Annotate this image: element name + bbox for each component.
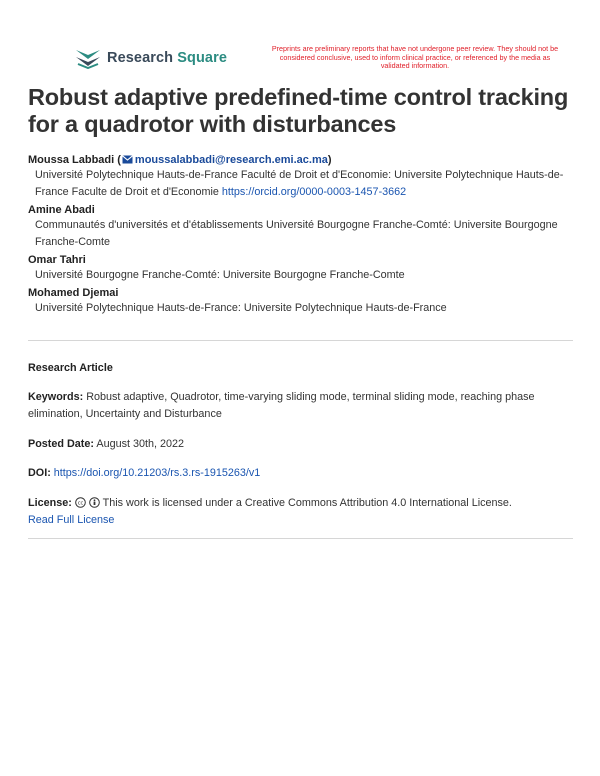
logo-word-square: Square — [177, 50, 227, 66]
author-name: Moussa Labbadi ( moussalabbadi@research.emi.ac.ma) — [28, 154, 332, 166]
divider — [28, 538, 573, 539]
read-full-license-link[interactable]: Read Full License — [28, 514, 115, 526]
research-square-logo[interactable] — [75, 47, 227, 69]
divider — [28, 340, 573, 341]
author-affiliation: Communautés d'universités et d'établissements Université Bourgogne Franche-Comté: Universite Bourgogne Franche-Comte — [35, 219, 558, 248]
license-label: License: — [28, 497, 72, 509]
keywords — [28, 389, 576, 423]
preprint-notice: Preprints are preliminary reports that have not undergone peer review. They should not be considered conclusive, used to inform clinical practice, or referenced by the media as validated information. — [271, 44, 559, 71]
affiliation-text: Université Polytechnique Hauts-de-France Faculté de Droit et d'Economie: Universite Polytechnique Hauts-de-France Faculte de Droit et d'Economie — [35, 169, 564, 198]
envelope-icon — [122, 155, 133, 164]
svg-text:cc: cc — [77, 500, 84, 507]
keywords-value: Robust adaptive, Quadrotor, time-varying sliding mode, terminal sliding mode, reaching phase elimination, Uncertainty and Disturbance — [28, 391, 535, 420]
cc-icon — [75, 497, 86, 508]
author-email-link[interactable]: moussalabbadi@research.emi.ac.ma — [134, 154, 328, 166]
posted-date-value: August 30th, 2022 — [96, 438, 185, 450]
author-name-text: Moussa Labbadi — [28, 154, 115, 166]
paper-title: Robust adaptive predefined-time control tracking for a quadrotor with disturbances — [28, 84, 569, 137]
research-square-logo-icon — [75, 47, 101, 69]
author-affiliation — [28, 167, 576, 201]
article-type-value: Research Article — [28, 362, 113, 374]
author-name: Amine Abadi — [28, 204, 95, 216]
keywords-label: Keywords: — [28, 391, 84, 403]
author-name: Mohamed Djemai — [28, 287, 119, 299]
author-name: Omar Tahri — [28, 254, 86, 266]
posted-date-label: Posted Date: — [28, 438, 94, 450]
logo-word-research: Research — [107, 50, 174, 66]
orcid-link[interactable]: https://orcid.org/0000-0003-1457-3662 — [221, 186, 407, 198]
doi-link[interactable]: https://doi.org/10.21203/rs.3.rs-1915263/v1 — [53, 467, 261, 479]
doi — [28, 465, 576, 482]
author-list — [28, 154, 576, 317]
license — [28, 495, 576, 529]
doi-label: DOI: — [28, 467, 51, 479]
author-affiliation: Université Bourgogne Franche-Comté: Universite Bourgogne Franche-Comte — [35, 269, 405, 281]
by-icon — [89, 497, 100, 508]
author-affiliation: Université Polytechnique Hauts-de-France: Universite Polytechnique Hauts-de-France — [35, 302, 447, 314]
license-text: This work is licensed under a Creative Commons Attribution 4.0 International License. — [102, 497, 512, 509]
posted-date — [28, 436, 576, 453]
logo-wordmark — [107, 50, 227, 66]
article-type — [28, 360, 576, 377]
